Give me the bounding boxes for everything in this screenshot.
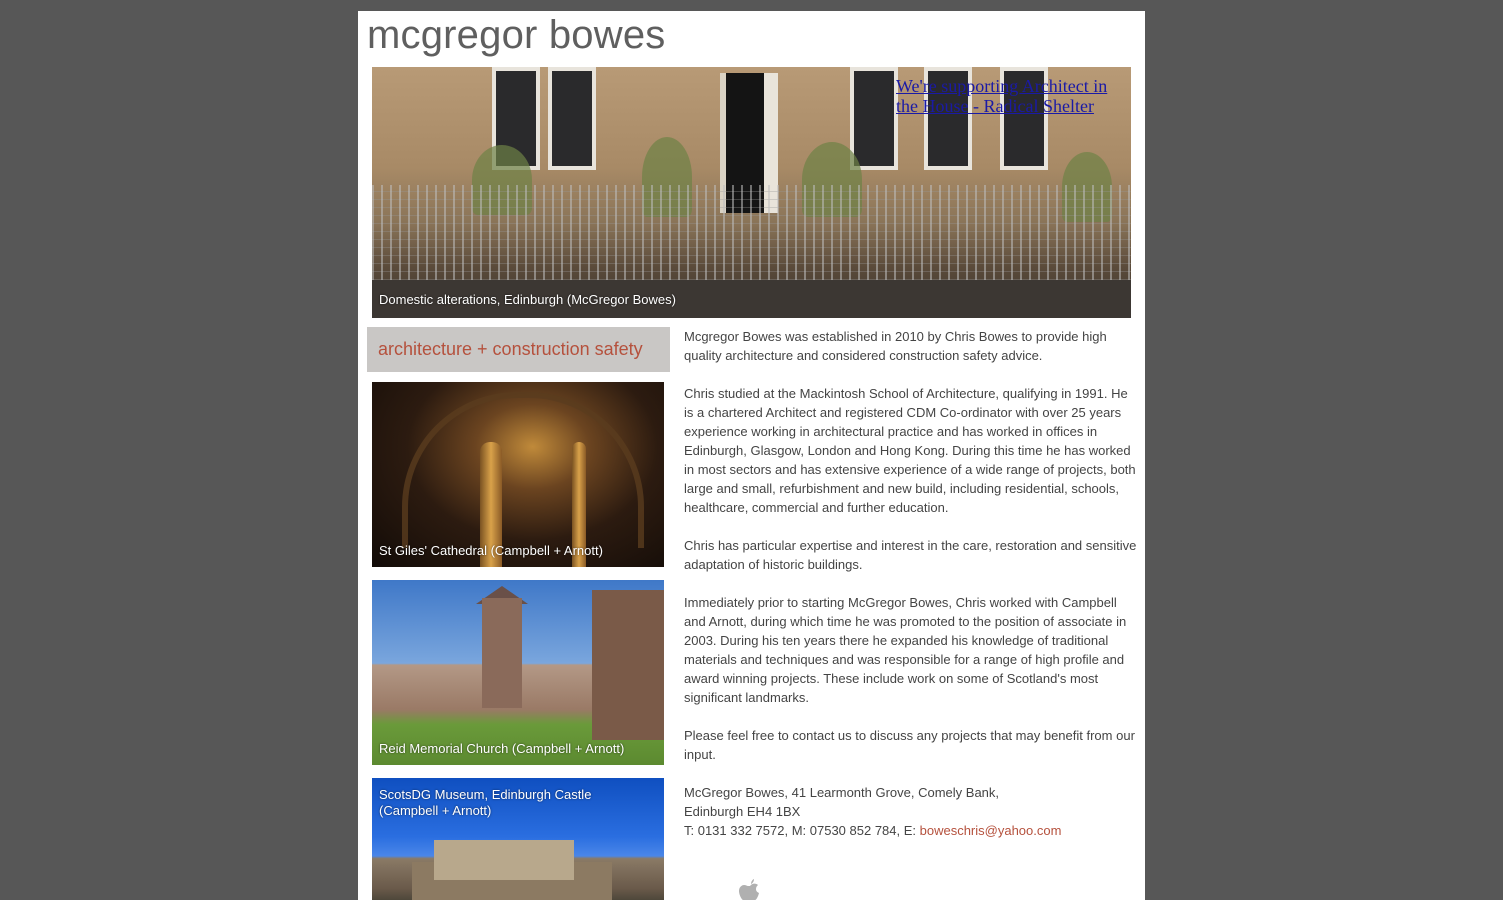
address-line: Edinburgh EH4 1BX	[684, 804, 801, 819]
about-paragraph: Immediately prior to starting McGregor Bowes, Chris worked with Campbell and Arnott, during which time he was promoted to the position of associate in 2003. During his ten years there he expanded his knowledge of traditional materials and techniques and was responsible for a range of high profile and award winning projects. These include work on some of Scotland's most significant landmarks.	[684, 595, 1127, 705]
supporting-architect-link[interactable]: We're supporting Architect in the House - Radical Shelter	[896, 76, 1108, 116]
page-container	[358, 11, 1145, 900]
address-line: McGregor Bowes, 41 Learmonth Grove, Comely Bank,	[684, 785, 1000, 800]
gallery-caption: Reid Memorial Church (Campbell + Arnott)	[379, 741, 625, 756]
apple-icon[interactable]	[736, 879, 764, 900]
window	[850, 67, 898, 170]
gallery-caption-line2: (Campbell + Arnott)	[379, 803, 492, 818]
railing	[372, 185, 1131, 280]
arch	[402, 392, 644, 548]
hero-caption: Domestic alterations, Edinburgh (McGregor Bowes)	[379, 292, 676, 307]
about-paragraph: Chris has particular expertise and interest in the care, restoration and sensitive adaptation of historic buildings.	[684, 538, 1137, 572]
tagline: architecture + construction safety	[378, 339, 643, 359]
gallery-caption-line1: ScotsDG Museum, Edinburgh Castle	[379, 787, 592, 802]
castle	[434, 840, 574, 880]
hero-photo	[372, 67, 1131, 318]
gallery-caption: St Giles' Cathedral (Campbell + Arnott)	[379, 543, 603, 558]
phone-numbers: T: 0131 332 7572, M: 07530 852 784, E:	[684, 823, 920, 838]
about-text	[684, 327, 1138, 859]
church-wall	[592, 590, 664, 740]
gallery-photo-st-giles	[372, 382, 664, 567]
gallery-caption	[379, 787, 591, 819]
gallery-photo-scotsdg-museum	[372, 778, 664, 900]
tagline-box	[367, 327, 670, 372]
email-link[interactable]: boweschris@yahoo.com	[919, 823, 1062, 838]
about-paragraph: Please feel free to contact us to discuss any projects that may benefit from our input.	[684, 728, 1135, 762]
window	[548, 67, 596, 170]
contact-block	[684, 783, 1138, 840]
about-paragraph: Mcgregor Bowes was established in 2010 by Chris Bowes to provide high quality architecture and considered construction safety advice.	[684, 329, 1107, 363]
tower	[482, 598, 522, 708]
gallery-photo-reid-memorial	[372, 580, 664, 765]
site-title: mcgregor bowes	[367, 13, 666, 57]
about-paragraph: Chris studied at the Mackintosh School of Architecture, qualifying in 1991. He is a chartered Architect and registered CDM Co-ordinator with over 25 years experience working in architectural practice and has worked in offices in Edinburgh, Glasgow, London and Hong Kong. During this time he has worked in most sectors and has extensive experience of a wide range of projects, both large and small, refurbishment and new build, including residential, schools, healthcare, commercial and further education.	[684, 386, 1136, 515]
